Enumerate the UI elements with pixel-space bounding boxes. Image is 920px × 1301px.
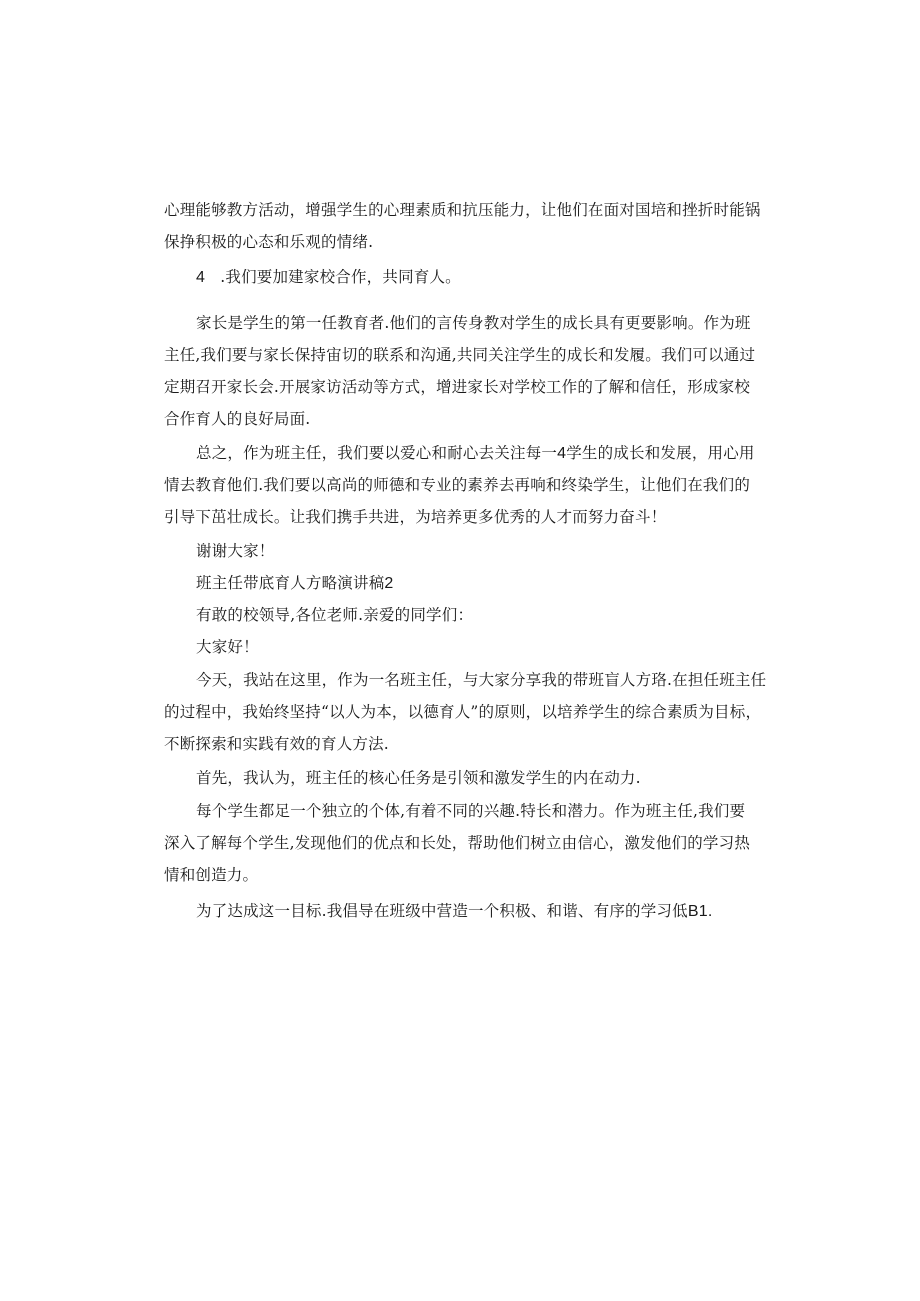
heading-text: .我们要加建家校合作，共同育人。 [220, 268, 461, 286]
paragraph-line: 引导下茁壮成长。让我们携手共进，为培养更多优秀的人才而努力奋斗！ [164, 508, 667, 526]
paragraph-line: 首先，我认为，班主任的核心任务是引领和激发学生的内在动力. [196, 769, 641, 787]
title-number: 2 [384, 575, 394, 592]
paragraph-text: 学生的成长和发展，用心用 [566, 444, 755, 462]
hello-line: 大家好！ [196, 638, 259, 656]
heading-number: 4 [196, 269, 206, 286]
paragraph-line: 保挣积极的心态和乐观的情绪. [164, 233, 374, 251]
paragraph-line: 每个学生都足一个独立的个体,有着不同的兴趣.特长和潜力。作为班主任,我们要 [196, 802, 746, 820]
paragraph-line: 合作育人的良好局面. [164, 410, 311, 428]
thanks-line: 谢谢大家！ [196, 542, 275, 560]
inline-number: 4 [557, 445, 567, 462]
paragraph-line: 深入了解每个学生,发现他们的优点和长处，帮助他们树立由信心，激发他们的学习热 [164, 834, 751, 852]
paragraph-line: 主任,我们要与家长保持宙切的联系和沟通,共同关注学生的成长和发履。我们可以通过 [164, 346, 756, 364]
paragraph-line: 情去教育他们.我们要以高尚的师德和专业的素养去再响和终染学生，让他们在我们的 [164, 476, 751, 494]
speech-title-2 [196, 573, 394, 594]
paragraph-text: 总之，作为班主任，我们要以爱心和耐心去关注每一 [196, 444, 558, 462]
paragraph-line: 不断探索和实践有效的育人方法. [164, 735, 389, 753]
section-heading-4 [196, 267, 461, 288]
paragraph-line: 今天，我站在这里，作为一名班主任，与大家分享我的带班盲人方珞.在担任班主任 [196, 671, 767, 689]
title-text: 班主任带底育人方略演讲稿 [196, 574, 385, 592]
paragraph-line [196, 443, 755, 464]
paragraph-line: 家长是学生的第一任教育者.他们的言传身教对学生的成长具有更要影响。作为班 [196, 314, 751, 332]
paragraph-text: 为了达成这一目标.我倡导在班级中营造一个积极、和谐、有序的学习低 [196, 902, 688, 920]
greeting-line: 有敢的校领导,各位老师.亲爱的同学们： [196, 606, 474, 624]
paragraph-line: 情和创造力。 [164, 866, 259, 884]
paragraph-line: 的过程中，我始终坚持“以人为本，以德育人”的原则，以培养学生的综合素质为目标， [164, 703, 762, 721]
paragraph-line: 心理能够教方活动，增强学生的心理素质和抗压能力，让他们在面对国培和挫折时能锅 [164, 201, 761, 219]
inline-number: B1. [687, 903, 713, 920]
paragraph-line: 定期召开家长会.开展家访活动等方式，增进家长对学校工作的了解和信任，形成家校 [164, 378, 751, 396]
paragraph-line [196, 901, 712, 922]
